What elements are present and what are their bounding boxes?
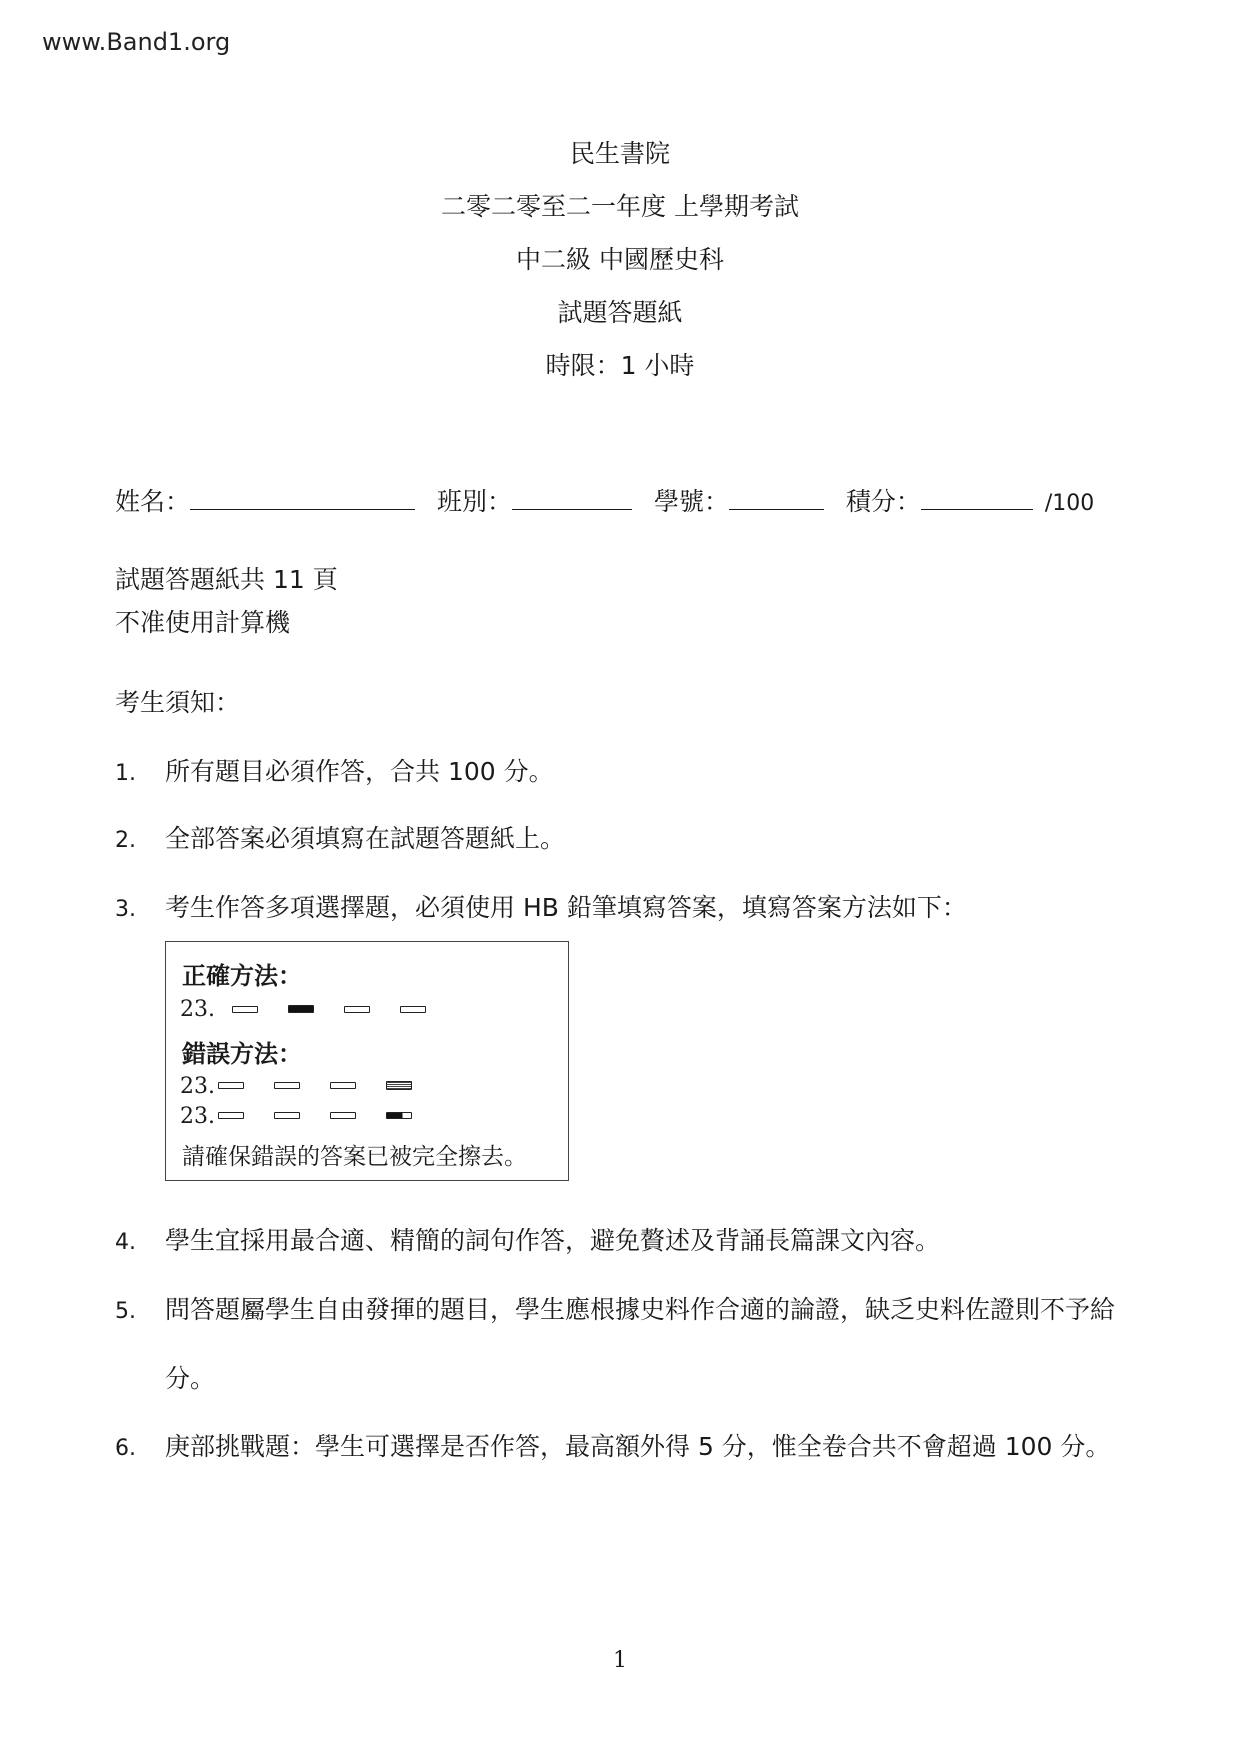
instructions-heading: 考生須知： [115, 688, 241, 717]
instruction-item [115, 819, 565, 855]
score-field[interactable] [921, 489, 1033, 510]
answer-bubble-a [232, 1006, 258, 1013]
site-watermark: www.Band1.org [42, 28, 231, 56]
exam-title: 二零二零至二一年度 上學期考試 [441, 192, 799, 221]
instruction-text: 所有題目必須作答，合共 100 分。 [165, 757, 554, 786]
erase-note: 請確保錯誤的答案已被完全擦去。 [182, 1144, 527, 1170]
score-label: 積分： [845, 487, 921, 516]
answer-bubble-d [400, 1006, 426, 1013]
answer-method-example [165, 941, 569, 1181]
answer-bubble-b [274, 1112, 300, 1119]
student-info-row [115, 482, 1094, 518]
instruction-item [115, 1427, 1110, 1463]
page-count-note: 試題答題紙共 11 頁 [115, 565, 338, 594]
question-number: 23. [180, 1104, 215, 1129]
answer-bubble-filled [288, 1005, 314, 1013]
answer-bubble-c [330, 1082, 356, 1089]
page-number: 1 [613, 1648, 627, 1673]
instruction-number: 4. [115, 1230, 136, 1255]
question-number: 23. [180, 997, 215, 1022]
instruction-text: 全部答案必須填寫在試題答題紙上。 [165, 824, 566, 853]
instruction-number: 1. [115, 761, 136, 786]
wrong-method-label: 錯誤方法： [182, 1040, 302, 1068]
instruction-item [115, 752, 554, 788]
name-field[interactable] [190, 489, 415, 510]
instruction-text: 問答題屬學生自由發揮的題目，學生應根據史料作合適的論證，缺乏史料佐證則不予給 [165, 1295, 1116, 1324]
time-limit: 時限：1 小時 [545, 351, 695, 380]
instruction-text: 庚部挑戰題：學生可選擇是否作答，最高額外得 5 分，惟全卷合共不會超過 100 分。 [165, 1432, 1111, 1461]
instruction-number: 3. [115, 897, 136, 922]
answer-bubble-unclear [386, 1081, 412, 1090]
instruction-text: 考生作答多項選擇題，必須使用 HB 鉛筆填寫答案，填寫答案方法如下： [165, 893, 967, 922]
correct-method-label: 正確方法： [182, 962, 302, 990]
paper-title: 試題答題紙 [557, 298, 683, 327]
answer-bubble-c [330, 1112, 356, 1119]
instruction-item [115, 888, 967, 924]
instruction-text: 學生宜採用最合適、精簡的詞句作答，避免贅述及背誦長篇課文內容。 [165, 1226, 941, 1255]
instruction-number: 6. [115, 1436, 136, 1461]
instruction-item [115, 1221, 940, 1257]
school-name: 民生書院 [569, 139, 670, 168]
instruction-number: 2. [115, 828, 136, 853]
answer-bubble-c [344, 1006, 370, 1013]
class-field[interactable] [512, 489, 632, 510]
instruction-continuation: 分。 [165, 1364, 216, 1393]
name-label: 姓名： [115, 487, 191, 516]
calculator-note: 不准使用計算機 [115, 608, 291, 637]
answer-bubble-partial [386, 1112, 412, 1119]
student-number-label: 學號： [653, 487, 729, 516]
class-label: 班別： [436, 487, 512, 516]
answer-bubble-a [218, 1112, 244, 1119]
answer-bubble-a [218, 1082, 244, 1089]
instruction-number: 5. [115, 1299, 136, 1324]
score-total: /100 [1044, 491, 1095, 516]
question-number: 23. [180, 1074, 215, 1099]
subject-title: 中二級 中國歷史科 [516, 245, 724, 274]
answer-bubble-b [274, 1082, 300, 1089]
student-number-field[interactable] [729, 489, 824, 510]
instruction-item [115, 1290, 1115, 1326]
